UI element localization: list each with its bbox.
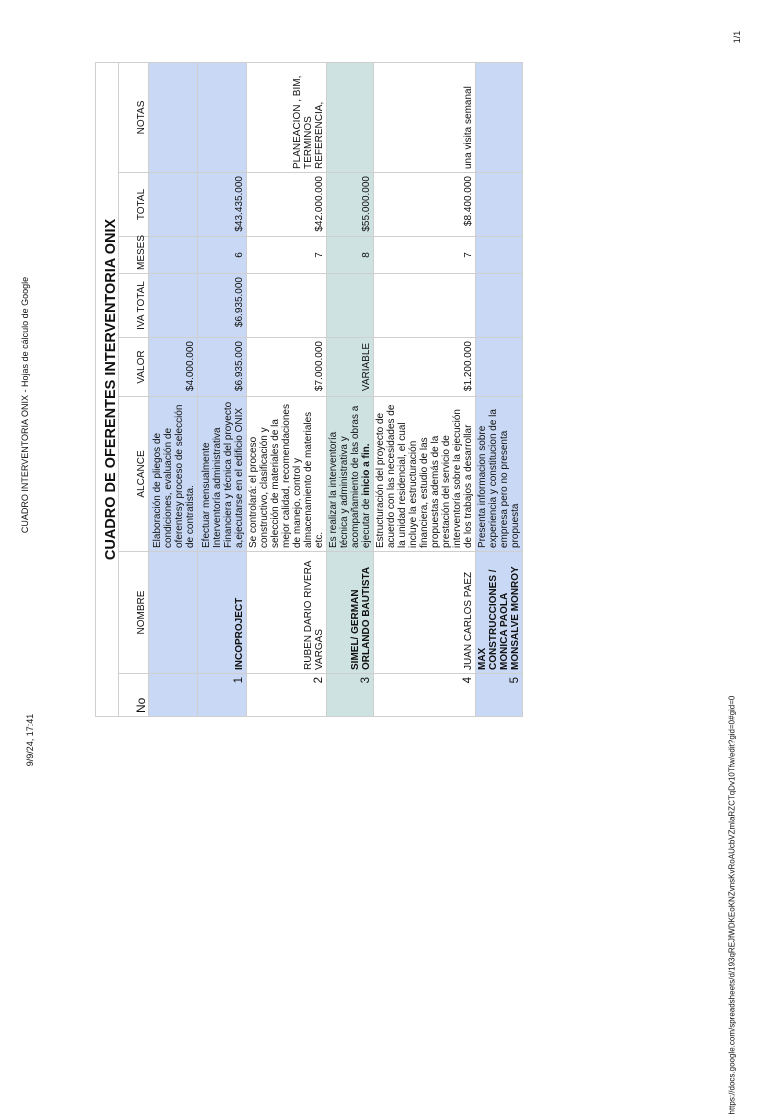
header-total: TOTAL	[119, 173, 149, 237]
table-row	[247, 62, 327, 716]
cell-valor	[476, 338, 523, 397]
cell-nombre: RUBEN DARIO RIVERA VARGAS	[247, 552, 327, 674]
cell-total: $8.400.000	[374, 173, 476, 237]
cell-valor: VARIABLE	[327, 338, 374, 397]
cell-iva-total	[327, 274, 374, 338]
cell-no: 5	[476, 674, 523, 717]
cell-no: 2	[247, 674, 327, 717]
cell-meses: 7	[374, 237, 476, 274]
cell-notas: PLANEACION , BIM, TERMINOS REFERENCIA,	[247, 62, 327, 172]
header-nombre: NOMBRE	[119, 552, 149, 674]
cell-total	[149, 173, 198, 237]
cell-total: $43.435.000	[198, 173, 247, 237]
table-row	[374, 62, 476, 716]
table-row	[327, 62, 374, 716]
cell-alcance: Presenta informacion sobre experiencia y constitucion de la empresa pero no presenta propuesta	[476, 397, 523, 552]
header-notas: NOTAS	[119, 62, 149, 172]
cell-no: 3	[327, 674, 374, 717]
cell-nombre: SIMEL/ GERMAN ORLANDO BAUTISTA	[327, 552, 374, 674]
cell-nombre: INCOPROJECT	[198, 552, 247, 674]
table-row	[149, 62, 198, 716]
offerers-table	[95, 62, 523, 717]
cell-nombre	[149, 552, 198, 674]
header-row	[119, 62, 149, 716]
header-iva-total: IVA TOTAL	[119, 274, 149, 338]
cell-meses: 7	[247, 237, 327, 274]
cell-valor: $1.200.000	[374, 338, 476, 397]
cell-no: 1	[198, 674, 247, 717]
cell-nombre: JUAN CARLOS PAEZ	[374, 552, 476, 674]
print-page-number: 1/1	[732, 30, 742, 44]
cell-meses	[476, 237, 523, 274]
title-row	[96, 62, 119, 716]
print-datetime: 9/9/24, 17:41	[25, 713, 35, 767]
cell-meses: 6	[198, 237, 247, 274]
cell-valor: $7.000.000	[247, 338, 327, 397]
cell-alcance	[327, 397, 374, 552]
print-url: https://docs.google.com/spreadsheets/d/193qREJfWDKEoKNZvnsKvRoAUcbVZmlaRZCTqDv10Tfw/edit?gid=0#gid=0	[727, 695, 737, 1115]
cell-notas	[198, 62, 247, 172]
cell-nombre: MAX CONSTRUCCIONES / MONICA PAOLA MONSALVE MONROY	[476, 552, 523, 674]
cell-alcance: Estructuración del proyecto de acuerdo con las necesidades de la unidad residencial, el cual incluye la estructuración financiera, estudio de las propuestas además de la prestación del servicio de interventoría sobre la ejecución de los trabajos a desarrollar	[374, 397, 476, 552]
sheet-title: CUADRO DE OFERENTES INTERVENTORIA ONIX	[96, 62, 119, 716]
header-no: No	[119, 674, 149, 717]
cell-valor: $6.935.000	[198, 338, 247, 397]
cell-total	[476, 173, 523, 237]
cell-no	[149, 674, 198, 717]
sheet-area	[95, 63, 521, 717]
cell-iva-total	[247, 274, 327, 338]
table-row	[476, 62, 523, 716]
header-valor: VALOR	[119, 338, 149, 397]
cell-notas: una visita semanal	[374, 62, 476, 172]
cell-notas	[476, 62, 523, 172]
cell-meses: 8	[327, 237, 374, 274]
alcance-text: Es realizar la interventoría técnica y administrativa y acompañamiento de las obras a ejecutar de	[328, 405, 372, 548]
cell-total: $55.000.000	[327, 173, 374, 237]
cell-iva-total	[149, 274, 198, 338]
print-doc-title: CUADRO INTERVENTORIA ONIX - Hojas de cálculo de Google	[20, 276, 30, 534]
cell-notas	[149, 62, 198, 172]
header-alcance: ALCANCE	[119, 397, 149, 552]
cell-total: $42.000.000	[247, 173, 327, 237]
cell-alcance: Se controlará: el proceso constructivo, clasificación y selección de materiales de la mejor calidad, recomendaciones de manejo, control y almacenamiento de materiales etc.	[247, 397, 327, 552]
cell-alcance: Elaboración de pliegos de condiciones, evaluación de oferentesy proceso de selección de contratista.	[149, 397, 198, 552]
cell-meses	[149, 237, 198, 274]
cell-iva-total: $6.935.000	[198, 274, 247, 338]
table-row	[198, 62, 247, 716]
cell-no: 4	[374, 674, 476, 717]
cell-notas	[327, 62, 374, 172]
alcance-bold-text: inicio a fin.	[361, 443, 372, 496]
cell-alcance: Efectuar mensualmente Interventoría administrativa Financiera y técnica del proyecto a,ejecutarse en el edificio ONIX	[198, 397, 247, 552]
header-meses: MESES	[119, 237, 149, 274]
cell-iva-total	[374, 274, 476, 338]
cell-iva-total	[476, 274, 523, 338]
cell-valor: $4.000.000	[149, 338, 198, 397]
